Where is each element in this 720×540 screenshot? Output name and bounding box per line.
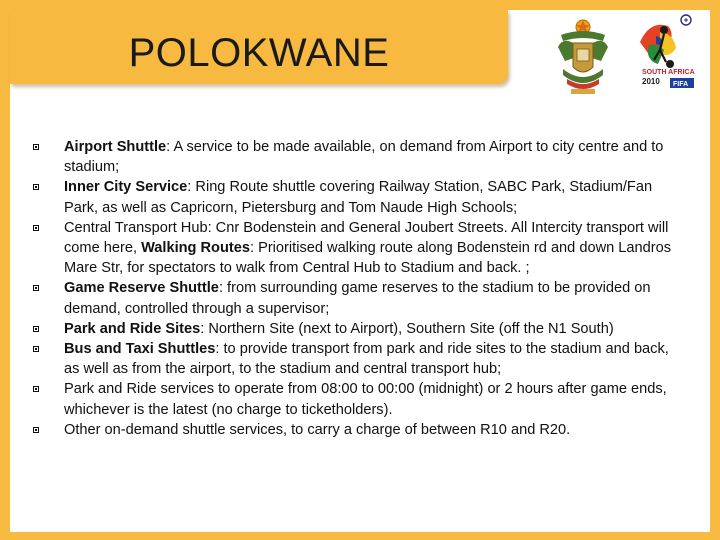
bullet-icon — [33, 225, 39, 231]
item-text: : Northern Site (next to Airport), Southern Site (off the N1 South) — [200, 320, 614, 337]
fifa-emblem-icon — [630, 12, 700, 104]
item-heading: Walking Routes — [141, 240, 250, 257]
border-top — [0, 0, 720, 10]
bullet-icon — [33, 386, 39, 392]
bullet-icon — [33, 285, 39, 291]
item-heading: Bus and Taxi Shuttles — [64, 341, 216, 358]
list-item — [33, 218, 673, 279]
coat-of-arms-icon — [553, 17, 613, 99]
item-heading: Inner City Service — [64, 179, 188, 196]
list-item — [33, 278, 673, 318]
item-text: : from surrounding game reserves to the stadium to be provided on demand, controlled through a supervisor; — [64, 280, 651, 317]
bullet-list — [33, 137, 673, 440]
list-item — [33, 420, 673, 440]
bullet-icon — [33, 427, 39, 433]
bullet-icon — [33, 184, 39, 190]
list-item — [33, 177, 673, 217]
item-text: : A service to be made available, on demand from Airport to city centre and to stadium; — [64, 139, 664, 176]
item-text: : to provide transport from park and ride sites to the stadium and back, as well as from the airport, to the stadium and central transport hub; — [64, 341, 669, 378]
item-text: Park and Ride services to operate from 08:00 to 00:00 (midnight) or 2 hours after game ends, whichever is the latest (no charge to ticketholders). — [64, 381, 667, 418]
item-heading: Game Reserve Shuttle — [64, 280, 219, 297]
border-right — [710, 0, 720, 540]
item-text: Other on-demand shuttle services, to carry a charge of between R10 and R20. — [64, 421, 571, 438]
list-item — [33, 339, 673, 379]
item-text: : Ring Route shuttle covering Railway Station, SABC Park, Stadium/Fan Park, as well as Capricorn, Pietersburg and Tom Naude High Schools; — [64, 179, 653, 216]
border-bottom — [0, 532, 720, 540]
item-heading: Park and Ride Sites — [64, 320, 201, 337]
item-heading: Airport Shuttle — [64, 139, 167, 155]
list-item — [33, 319, 673, 339]
item-text: Central Transport Hub: Cnr Bodenstein and General Joubert Streets. All Intercity transport will come here, — [64, 219, 669, 257]
bullet-icon — [33, 346, 39, 352]
bullet-icon — [33, 144, 39, 150]
bullet-icon — [33, 326, 39, 332]
title-banner — [10, 10, 508, 84]
fifa-text-1: SOUTH AFRICA — [642, 69, 695, 76]
fifa-text-3: FIFA — [673, 81, 689, 88]
list-item — [33, 137, 673, 177]
bullet-list-container — [33, 137, 673, 440]
border-left — [0, 0, 10, 540]
list-item — [33, 379, 673, 419]
page-title: POLOKWANE — [128, 31, 390, 75]
fifa-text-2: 2010 — [642, 77, 660, 86]
item-text: : Prioritised walking route along Bodenstein rd and down Landros Mare Str, for spectators to walk from Central Hub to Stadium and back. ; — [64, 240, 672, 277]
